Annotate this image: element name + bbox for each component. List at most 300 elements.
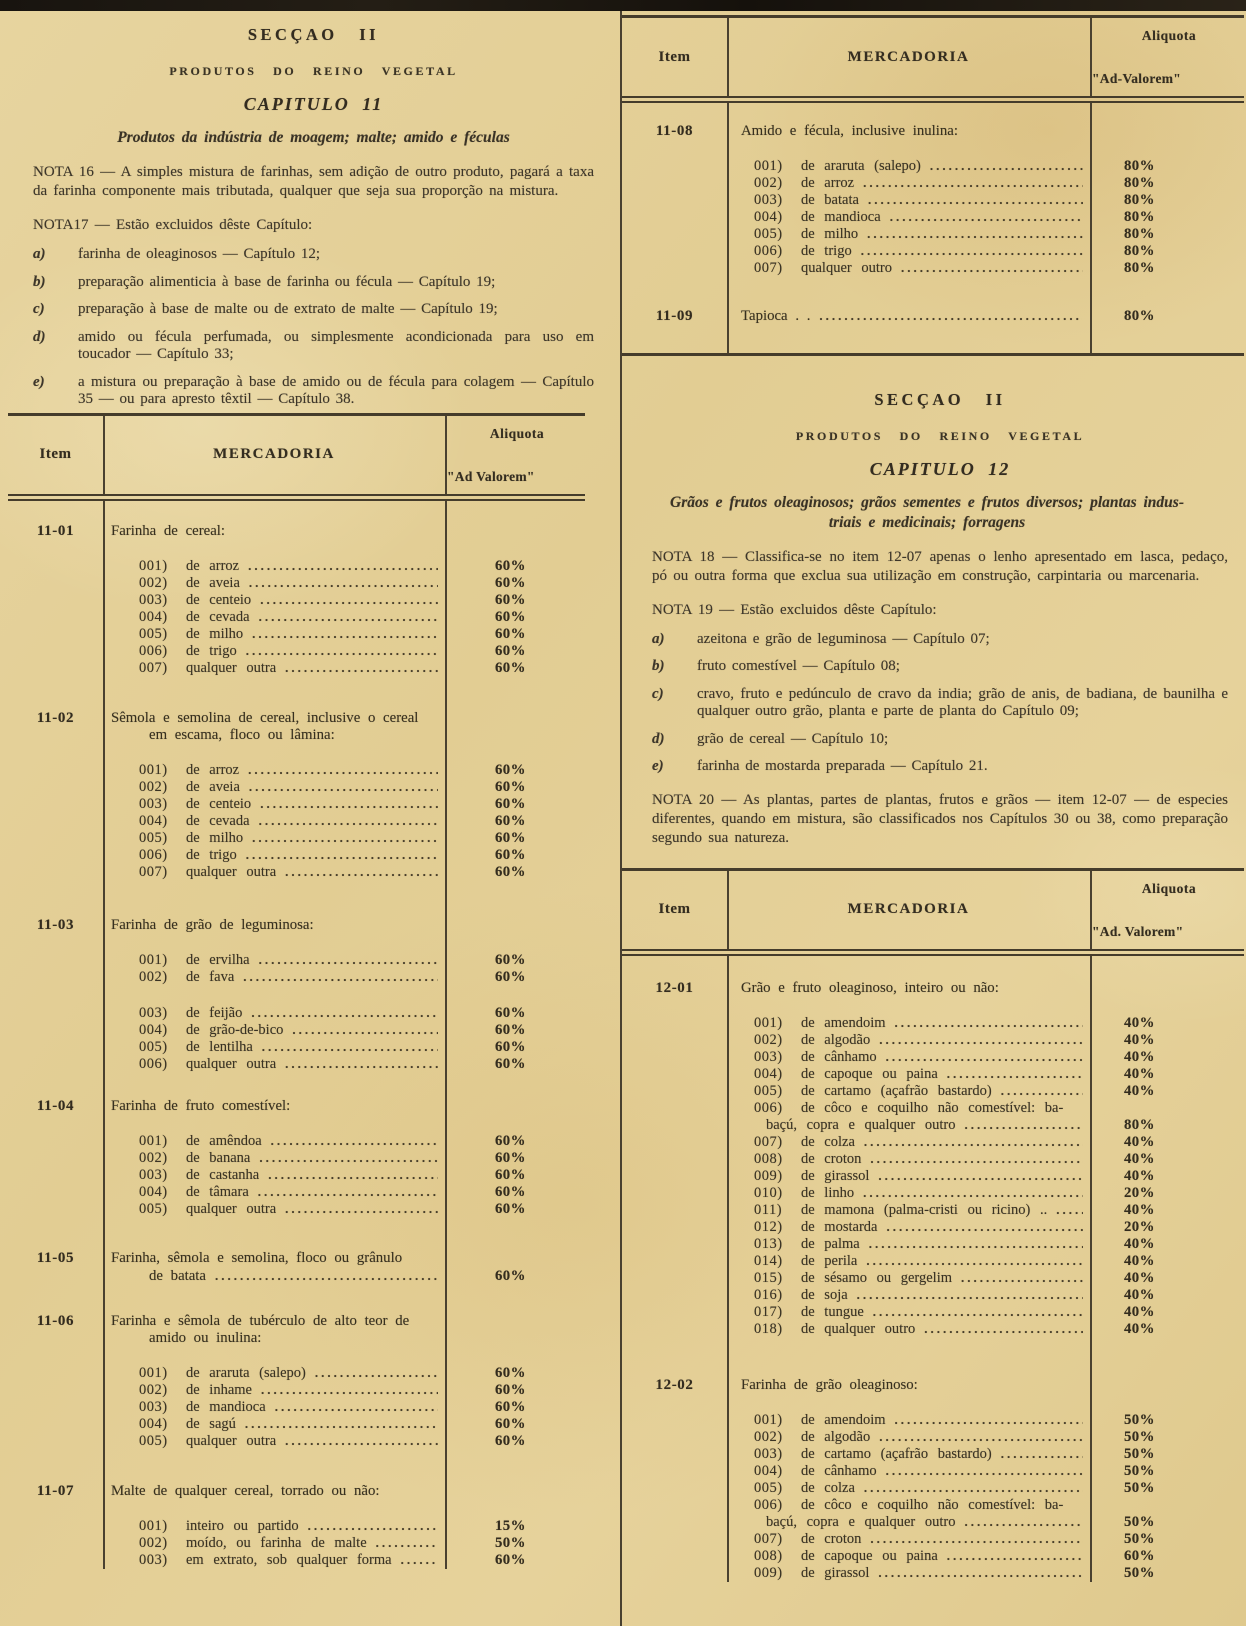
leader-dots-icon xyxy=(259,952,438,969)
row-mercadoria xyxy=(103,1039,445,1056)
row-code: 004) xyxy=(139,1415,168,1432)
row-mercadoria xyxy=(727,1049,1090,1066)
chapter-12-exclusion-list xyxy=(652,631,1228,776)
leader-dots-icon xyxy=(1001,1446,1083,1463)
row-code: 006) xyxy=(754,243,783,259)
row-code: 007) xyxy=(754,1531,783,1547)
row-code: 006) xyxy=(139,1055,168,1072)
row-label: de ervilha xyxy=(186,951,250,968)
row-code: 002) xyxy=(139,1381,168,1398)
row-mercadoria xyxy=(727,1446,1090,1463)
leader-dots-icon xyxy=(947,1066,1083,1083)
exclusion-letter: d) xyxy=(33,328,46,345)
row-label: de croton xyxy=(801,1150,862,1167)
row-label: de fava xyxy=(186,968,235,985)
row-label: de colza xyxy=(801,1133,855,1150)
row-rate: 60% xyxy=(495,847,526,863)
table-row xyxy=(622,1548,1244,1565)
row-rate: 80% xyxy=(1124,260,1155,276)
row-rate: 60% xyxy=(495,1364,526,1381)
tariff-group xyxy=(622,307,1244,325)
row-code: 001) xyxy=(139,762,168,778)
row-mercadoria xyxy=(727,1514,1090,1531)
row-rate: 20% xyxy=(1124,1184,1155,1201)
exclusion-text: amido ou fécula perfumada, ou simplesmente acondicionada para uso em toucador — Capítulo 33; xyxy=(78,328,594,362)
row-rate: 60% xyxy=(1124,1548,1155,1564)
row-mercadoria xyxy=(103,1167,445,1184)
row-label: de sésamo ou gergelim xyxy=(801,1269,953,1286)
row-label: de grão-de-bico xyxy=(186,1021,284,1038)
row-mercadoria xyxy=(103,1022,445,1039)
row-mercadoria xyxy=(727,1202,1090,1219)
row-mercadoria xyxy=(727,1151,1090,1168)
row-rate: 40% xyxy=(1124,1082,1155,1099)
row-code: 004) xyxy=(139,1184,168,1200)
row-code: 004) xyxy=(754,209,783,225)
table-row xyxy=(8,1416,585,1433)
exclusion-item xyxy=(652,631,1228,649)
row-label: qualquer outra xyxy=(186,1432,277,1449)
group-title: Farinha de cereal: xyxy=(111,522,225,539)
row-code: 003) xyxy=(754,1048,783,1065)
row-mercadoria xyxy=(727,1270,1090,1287)
row-mercadoria xyxy=(103,830,445,847)
group-heading-line xyxy=(622,123,1244,140)
table-row xyxy=(8,1399,585,1416)
row-code: 002) xyxy=(754,175,783,191)
table-row xyxy=(8,626,585,643)
row-mercadoria xyxy=(103,864,445,881)
exclusion-item xyxy=(33,246,594,264)
row-mercadoria xyxy=(103,643,445,660)
table-header xyxy=(8,413,585,496)
col-header-mercadoria: MERCADORIA xyxy=(847,48,970,65)
row-label: em extrato, sob qualquer forma xyxy=(186,1552,392,1568)
row-code: 002) xyxy=(754,1429,783,1445)
item-number: 11-07 xyxy=(36,1483,75,1499)
table-row xyxy=(8,1022,585,1039)
leader-dots-icon xyxy=(260,796,438,813)
row-rate: 60% xyxy=(495,864,526,880)
group-title-continuation: amido ou inulina: xyxy=(149,1329,262,1346)
col-header-item: Item xyxy=(658,48,691,65)
leader-dots-icon xyxy=(243,969,438,986)
row-rate: 40% xyxy=(1124,1133,1155,1150)
row-code: 007) xyxy=(754,260,783,276)
group-title: Farinha, sêmola e semolina, floco ou grânulo xyxy=(111,1249,403,1266)
exclusion-item xyxy=(652,658,1228,676)
row-label: de cevada xyxy=(186,608,250,625)
table-row xyxy=(622,1253,1244,1270)
row-mercadoria xyxy=(103,1518,445,1535)
leader-dots-icon xyxy=(246,643,438,660)
row-mercadoria xyxy=(103,779,445,796)
row-code: 003) xyxy=(139,1552,168,1568)
leader-dots-icon xyxy=(252,830,438,847)
row-rate: 80% xyxy=(1124,226,1155,242)
row-label: de girassol xyxy=(801,1167,870,1184)
row-label: de linho xyxy=(801,1184,855,1201)
leader-dots-icon xyxy=(895,1412,1083,1429)
row-label: baçú, copra e qualquer outro xyxy=(766,1514,956,1530)
table-row xyxy=(8,1365,585,1382)
item-number: 11-06 xyxy=(36,1312,75,1329)
table-row xyxy=(622,1446,1244,1463)
table-row xyxy=(8,1201,585,1218)
leader-dots-icon xyxy=(890,209,1083,226)
row-rate: 50% xyxy=(1124,1429,1155,1445)
row-label: de mandioca xyxy=(186,1398,266,1415)
row-rate: 40% xyxy=(1124,1048,1155,1065)
col-header-mercadoria: MERCADORIA xyxy=(847,901,970,917)
row-code: 002) xyxy=(139,1150,168,1166)
table-row xyxy=(8,1039,585,1056)
table-row xyxy=(622,209,1244,226)
leader-dots-icon xyxy=(292,1022,438,1039)
table-row xyxy=(622,175,1244,192)
row-code: 003) xyxy=(139,591,168,608)
exclusion-letter: e) xyxy=(33,373,45,390)
row-code: 001) xyxy=(754,1412,783,1428)
row-mercadoria xyxy=(727,1548,1090,1565)
row-code: 005) xyxy=(754,1082,783,1099)
row-rate: 40% xyxy=(1124,1303,1155,1320)
row-code: 003) xyxy=(139,1004,168,1021)
leader-dots-icon xyxy=(1001,1083,1083,1100)
row-label: de amêndoa xyxy=(186,1133,262,1149)
table-row xyxy=(8,847,585,864)
row-mercadoria xyxy=(727,243,1090,260)
table-row xyxy=(8,1005,585,1022)
row-label: de palma xyxy=(801,1235,860,1252)
row-rate: 60% xyxy=(495,608,526,625)
row-code: 005) xyxy=(139,830,168,846)
row-rate: 60% xyxy=(495,1004,526,1021)
leader-dots-icon xyxy=(1056,1202,1083,1219)
row-spacer xyxy=(8,985,585,1004)
row-mercadoria xyxy=(103,575,445,592)
row-rate: 60% xyxy=(495,1184,526,1200)
table-row xyxy=(622,1531,1244,1548)
row-mercadoria xyxy=(103,969,445,986)
table-row xyxy=(622,260,1244,277)
group-title: Grão e fruto oleaginoso, inteiro ou não: xyxy=(741,979,999,996)
row-mercadoria xyxy=(727,1253,1090,1270)
item-number: 11-09 xyxy=(655,307,694,324)
exclusion-item xyxy=(652,686,1228,721)
exclusion-text: preparação à base de malte ou de extrato de malte — Capítulo 19; xyxy=(78,301,498,317)
row-code: 008) xyxy=(754,1548,783,1564)
row-code: 002) xyxy=(139,574,168,591)
row-rate: 60% xyxy=(495,1552,526,1568)
exclusion-item xyxy=(33,374,594,409)
table-row xyxy=(8,952,585,969)
page-columns xyxy=(0,11,1246,1626)
row-rate: 60% xyxy=(495,1167,526,1183)
table-row xyxy=(8,643,585,660)
row-rate: 60% xyxy=(495,1201,526,1217)
row-label: de côco e coquilho não comestível: ba- xyxy=(801,1099,1064,1116)
row-rate: 60% xyxy=(495,830,526,846)
row-mercadoria xyxy=(103,558,445,575)
group-heading-line xyxy=(8,1098,585,1115)
row-rate: 60% xyxy=(495,796,526,812)
table-row xyxy=(622,226,1244,243)
leader-dots-icon xyxy=(870,1531,1083,1548)
table-row xyxy=(8,1433,585,1450)
table-row xyxy=(622,1168,1244,1185)
row-label: de inhame xyxy=(186,1381,252,1398)
row-rate: 60% xyxy=(495,779,526,795)
leader-dots-icon xyxy=(215,1267,437,1285)
row-code: 002) xyxy=(754,1031,783,1048)
row-rate: 40% xyxy=(1124,1031,1155,1048)
row-mercadoria xyxy=(727,192,1090,209)
table-row xyxy=(622,1412,1244,1429)
row-mercadoria xyxy=(103,1552,445,1569)
group-title: Farinha de grão de leguminosa: xyxy=(111,916,314,933)
leader-dots-icon xyxy=(857,1287,1083,1304)
table-row xyxy=(8,575,585,592)
chapter-title: Produtos da indústria de moagem; malte; amido e féculas xyxy=(117,129,510,146)
row-rate: 80% xyxy=(1124,192,1155,208)
group-heading-line xyxy=(622,1377,1244,1394)
row-label: de lentilha xyxy=(186,1038,253,1055)
row-label: de soja xyxy=(801,1286,848,1303)
row-label: de cevada xyxy=(186,813,250,829)
group-heading-line xyxy=(8,1250,585,1267)
leader-dots-icon xyxy=(248,762,438,779)
table-row xyxy=(8,558,585,575)
row-label: de capoque ou paina xyxy=(801,1065,938,1082)
row-code: 004) xyxy=(754,1463,783,1479)
leader-dots-icon xyxy=(315,1365,438,1382)
row-code: 016) xyxy=(754,1286,783,1303)
table-row xyxy=(8,813,585,830)
row-code: 001) xyxy=(139,557,168,574)
row-label: moído, ou farinha de malte xyxy=(186,1535,367,1551)
item-number: 11-04 xyxy=(36,1098,75,1114)
leader-dots-icon xyxy=(251,1005,438,1022)
leader-dots-icon xyxy=(901,260,1083,277)
table-row xyxy=(8,1518,585,1535)
row-mercadoria xyxy=(727,1565,1090,1582)
table-row xyxy=(8,1150,585,1167)
leader-dots-icon xyxy=(252,626,438,643)
row-label: de algodão xyxy=(801,1429,871,1445)
table-row xyxy=(622,1287,1244,1304)
table-row xyxy=(622,1134,1244,1151)
tariff-group xyxy=(8,917,585,1073)
leader-dots-icon xyxy=(886,1219,1083,1236)
row-code: 003) xyxy=(754,1446,783,1462)
leader-dots-icon xyxy=(924,1321,1083,1338)
exclusion-letter: a) xyxy=(652,630,665,647)
leader-dots-icon xyxy=(249,575,438,592)
col-header-aliquota: Aliquota "Ad. Valorem" xyxy=(1092,880,1197,939)
row-mercadoria xyxy=(727,1185,1090,1202)
exclusion-letter: b) xyxy=(33,273,46,290)
leader-dots-icon xyxy=(275,1399,438,1416)
row-code: 006) xyxy=(139,642,168,659)
row-code: 015) xyxy=(754,1269,783,1286)
row-label: de colza xyxy=(801,1480,855,1496)
tariff-group xyxy=(8,1098,585,1218)
table-row xyxy=(622,1185,1244,1202)
row-mercadoria xyxy=(727,158,1090,175)
group-title: Farinha e sêmola de tubérculo de alto teor de xyxy=(111,1312,410,1329)
table-row xyxy=(622,1304,1244,1321)
row-code: 004) xyxy=(139,813,168,829)
leader-dots-icon xyxy=(878,1168,1083,1185)
row-mercadoria xyxy=(727,1219,1090,1236)
row-code: 003) xyxy=(139,1167,168,1183)
item-number: 11-02 xyxy=(36,710,75,726)
row-code: 004) xyxy=(139,1021,168,1038)
table-row xyxy=(622,243,1244,260)
row-rate: 40% xyxy=(1124,1320,1155,1337)
tariff-group xyxy=(8,710,585,881)
leader-dots-icon xyxy=(285,1056,438,1073)
row-code: 011) xyxy=(754,1201,783,1218)
row-code: 005) xyxy=(139,1432,168,1449)
row-code: 001) xyxy=(139,1364,168,1381)
leader-dots-icon xyxy=(886,1463,1083,1480)
table-row xyxy=(622,1219,1244,1236)
table-row xyxy=(8,660,585,677)
row-label: de cartamo (açafrão bastardo) xyxy=(801,1446,992,1462)
row-code: 001) xyxy=(139,951,168,968)
leader-dots-icon xyxy=(964,1117,1083,1134)
row-mercadoria xyxy=(727,175,1090,192)
row-label: qualquer outra xyxy=(186,864,277,880)
row-rate: 60% xyxy=(495,1381,526,1398)
group-heading-line xyxy=(8,710,585,727)
row-rate: 60% xyxy=(495,1398,526,1415)
table-row xyxy=(622,1463,1244,1480)
row-rate: 40% xyxy=(1124,1065,1155,1082)
table-row xyxy=(622,1066,1244,1083)
col-header-item: Item xyxy=(658,901,691,917)
table-row xyxy=(8,1552,585,1569)
table-row xyxy=(8,1382,585,1399)
row-code: 014) xyxy=(754,1252,783,1269)
group-rows xyxy=(622,158,1244,277)
group-rows xyxy=(8,1518,585,1569)
row-label: qualquer outra xyxy=(186,659,277,676)
row-rate: 40% xyxy=(1124,1235,1155,1252)
row-mercadoria xyxy=(103,1399,445,1416)
row-label: de aveia xyxy=(186,574,240,591)
row-label: de banana xyxy=(186,1150,251,1166)
leader-dots-icon xyxy=(285,1201,438,1218)
group-heading-line xyxy=(8,1483,585,1500)
row-mercadoria xyxy=(727,1066,1090,1083)
table-body xyxy=(8,499,585,1569)
table-row xyxy=(8,830,585,847)
table-body xyxy=(622,101,1244,356)
row-label: de cânhamo xyxy=(801,1463,877,1479)
row-rate: 60% xyxy=(495,1021,526,1038)
group-heading-line xyxy=(8,1313,585,1330)
item-number: 11-01 xyxy=(36,522,75,539)
leader-dots-icon xyxy=(930,158,1083,175)
leader-dots-icon xyxy=(879,1032,1083,1049)
row-code: 001) xyxy=(754,1014,783,1031)
group-rows xyxy=(8,558,585,677)
leader-dots-icon xyxy=(964,1514,1083,1531)
row-rate: 40% xyxy=(1124,1252,1155,1269)
leader-dots-icon xyxy=(376,1535,438,1552)
item-number: 11-05 xyxy=(36,1249,75,1266)
tariff-group xyxy=(8,1250,585,1285)
leader-dots-icon xyxy=(248,558,438,575)
row-label: de araruta (salepo) xyxy=(186,1364,306,1381)
leader-dots-icon xyxy=(249,779,438,796)
row-label: qualquer outra xyxy=(186,1055,277,1072)
item-number: 11-03 xyxy=(36,916,75,933)
row-label: de mandioca xyxy=(801,209,881,225)
group-title-continuation: em escama, floco ou lâmina: xyxy=(149,727,335,743)
row-code: 002) xyxy=(139,779,168,795)
group-title-text: Tapioca . . xyxy=(741,307,811,324)
row-mercadoria xyxy=(727,209,1090,226)
table-row xyxy=(622,1236,1244,1253)
row-label: de centeio xyxy=(186,591,252,608)
tariff-group xyxy=(622,123,1244,277)
leader-dots-icon xyxy=(863,1185,1083,1202)
group-heading-line xyxy=(8,917,585,934)
exclusion-text: azeitona e grão de leguminosa — Capítulo 07; xyxy=(697,630,990,647)
row-rate: 60% xyxy=(495,557,526,574)
table-row xyxy=(8,864,585,881)
group-title: Farinha de fruto comestível: xyxy=(111,1098,291,1114)
row-code: 005) xyxy=(139,1201,168,1217)
exclusion-letter: b) xyxy=(652,658,665,674)
exclusion-text: farinha de mostarda preparada — Capítulo 21. xyxy=(697,758,988,774)
leader-dots-icon xyxy=(259,813,438,830)
row-mercadoria xyxy=(727,1236,1090,1253)
row-label: de centeio xyxy=(186,796,252,812)
exclusion-letter: d) xyxy=(652,730,665,747)
section-subheading: PRODUTOS DO REINO VEGETAL xyxy=(169,64,458,78)
row-label: de trigo xyxy=(186,847,237,863)
group-rate: 80% xyxy=(1124,307,1155,324)
exclusion-text: farinha de oleaginosos — Capítulo 12; xyxy=(78,246,321,262)
table-row xyxy=(622,1100,1244,1117)
row-mercadoria xyxy=(727,1083,1090,1100)
leader-dots-icon xyxy=(401,1552,438,1569)
row-label: de cânhamo xyxy=(801,1048,877,1065)
row-code: 001) xyxy=(139,1518,168,1534)
row-rate: 60% xyxy=(495,625,526,642)
exclusion-item xyxy=(652,758,1228,776)
row-mercadoria xyxy=(103,1150,445,1167)
row-mercadoria xyxy=(103,952,445,969)
row-rate: 60% xyxy=(495,1055,526,1072)
row-mercadoria xyxy=(103,847,445,864)
table-row-continuation xyxy=(622,1514,1244,1531)
row-code: 004) xyxy=(754,1065,783,1082)
table-row xyxy=(622,1565,1244,1582)
row-rate: 80% xyxy=(1124,175,1155,191)
table-row xyxy=(8,1133,585,1150)
table-row xyxy=(622,1083,1244,1100)
table-row xyxy=(8,779,585,796)
row-label: de arroz xyxy=(801,175,855,191)
row-mercadoria xyxy=(103,626,445,643)
row-mercadoria xyxy=(103,813,445,830)
